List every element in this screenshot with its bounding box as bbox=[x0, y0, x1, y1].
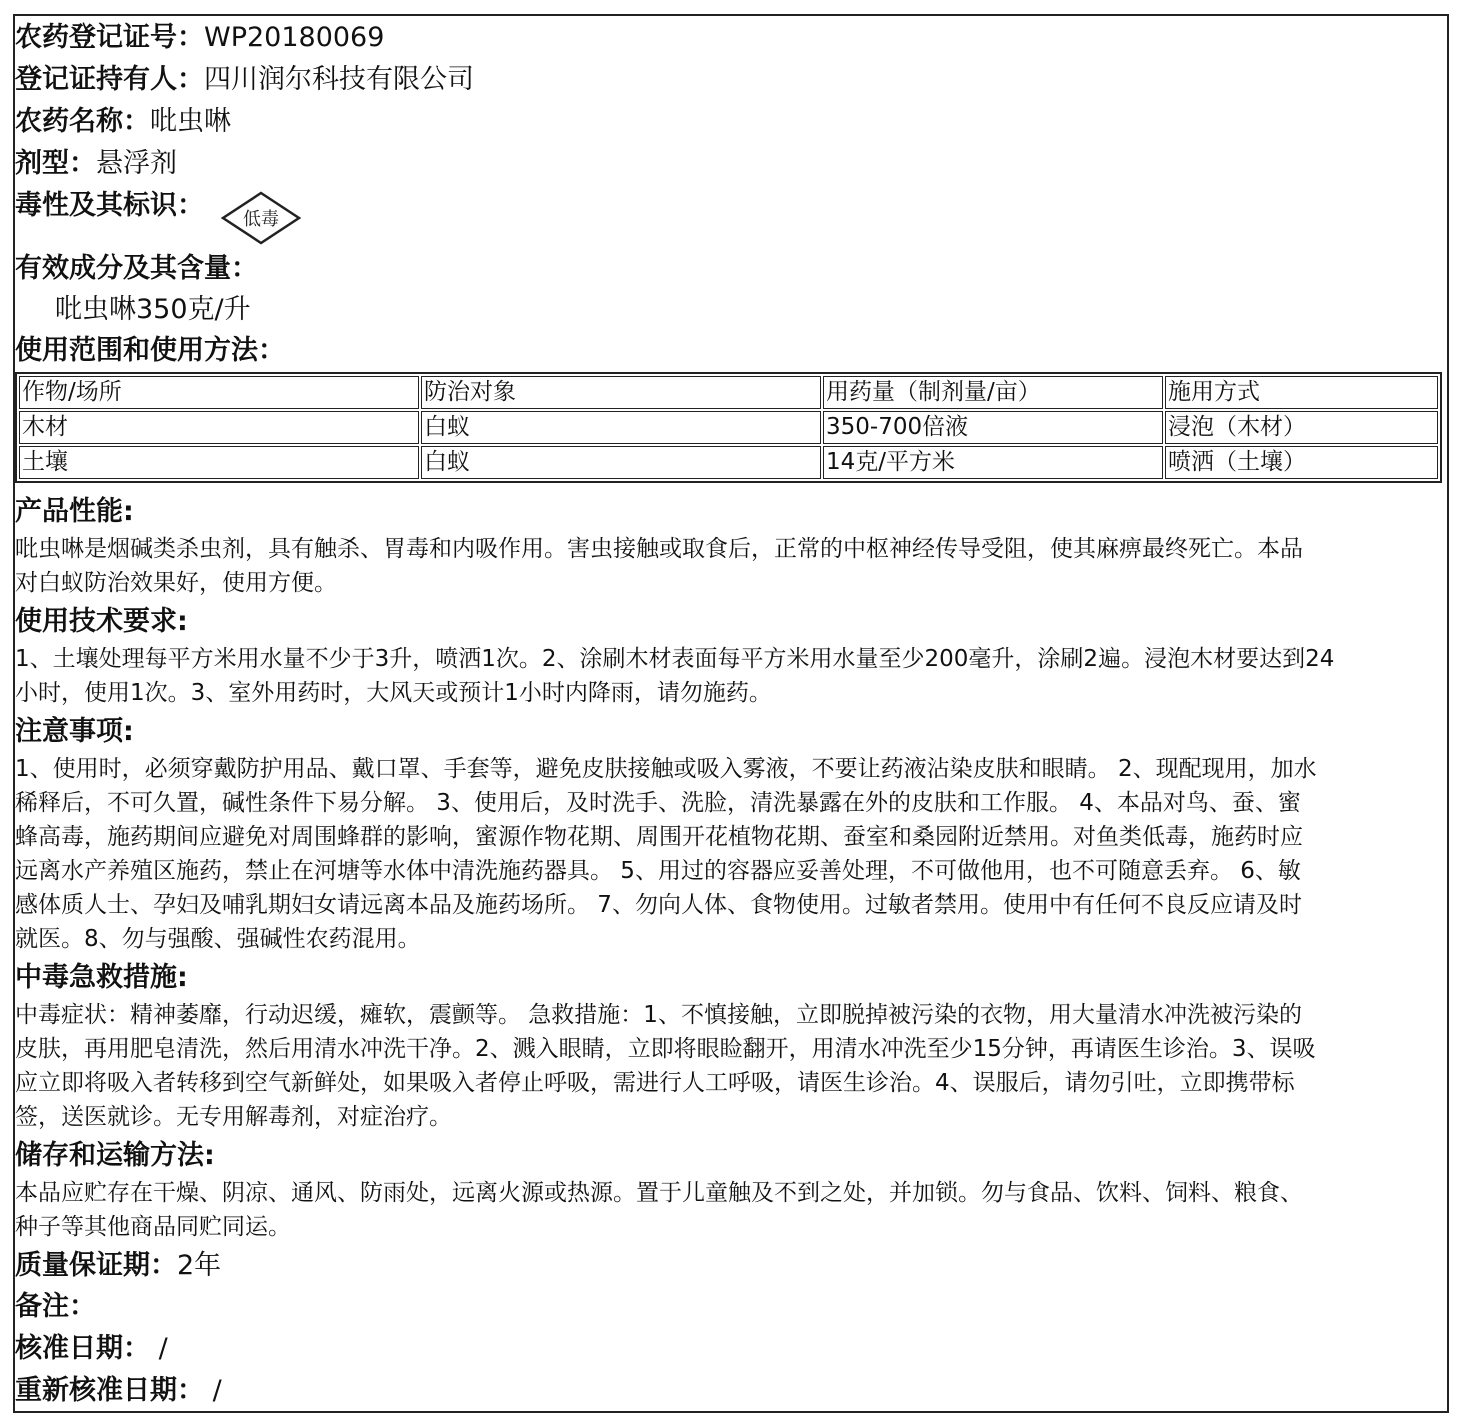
text-line: 皮肤，再用肥皂清洗，然后用清水冲洗干净。2、溅入眼睛，立即将眼睑翻开，用清水冲洗至少15分钟，再请医生诊治。3、误吸 bbox=[15, 1036, 1316, 1062]
text-line: 感体质人士、孕妇及哺乳期妇女请远离本品及施药场所。 7、勿向人体、食物使用。过敏者禁用。使用中有任何不良反应请及时 bbox=[15, 892, 1302, 918]
reapproval-date-row bbox=[15, 1373, 222, 1409]
text-line: 中毒症状：精神萎靡，行动迟缓，瘫软，震颤等。 急救措施：1、不慎接触，立即脱掉被污染的衣物，用大量清水冲洗被污染的 bbox=[15, 1002, 1302, 1028]
holder-value: 四川润尔科技有限公司 bbox=[204, 64, 474, 95]
precautions-text bbox=[15, 752, 1445, 956]
text-line: 吡虫啉是烟碱类杀虫剂，具有触杀、胃毒和内吸作用。害虫接触或取食后，正常的中枢神经传导受阻，使其麻痹最终死亡。本品 bbox=[15, 536, 1303, 562]
text-line: 远离水产养殖区施药，禁止在河塘等水体中清洗施药器具。 5、用过的容器应妥善处理，不可做他用，也不可随意丢弃。 6、敏 bbox=[15, 858, 1301, 884]
table-header-cell: 施用方式 bbox=[1165, 376, 1438, 409]
technique-title: 使用技术要求: bbox=[15, 606, 188, 637]
reapproval-date-label: 重新核准日期： bbox=[15, 1375, 204, 1406]
holder-label: 登记证持有人： bbox=[15, 64, 204, 95]
reapproval-date-value: / bbox=[204, 1375, 222, 1406]
usage-label-row bbox=[15, 333, 285, 369]
text-line: 种子等其他商品同贮同运。 bbox=[15, 1214, 291, 1240]
table-cell: 木材 bbox=[19, 411, 419, 444]
name-row bbox=[15, 104, 231, 140]
reg-no-value: WP20180069 bbox=[204, 22, 385, 53]
text-line: 1、土壤处理每平方米用水量不少于3升，喷洒1次。2、涂刷木材表面每平方米用水量至少200毫升，涂刷2遍。浸泡木材要达到24 bbox=[15, 646, 1335, 672]
first-aid-title-row bbox=[15, 960, 188, 996]
table-header-cell: 防治对象 bbox=[421, 376, 821, 409]
table-row bbox=[19, 446, 1438, 479]
text-line: 稀释后，不可久置，碱性条件下易分解。 3、使用后，及时洗手、洗脸，清洗暴露在外的皮肤和工作服。 4、本品对鸟、蚕、蜜 bbox=[15, 790, 1301, 816]
performance-text bbox=[15, 532, 1445, 600]
name-label: 农药名称： bbox=[15, 106, 150, 137]
text-line: 就医。8、勿与强酸、强碱性农药混用。 bbox=[15, 926, 421, 952]
remarks-row bbox=[15, 1289, 96, 1325]
low-toxicity-icon bbox=[220, 190, 302, 246]
toxicity-row bbox=[15, 188, 204, 224]
performance-title-row bbox=[15, 494, 134, 530]
technique-text bbox=[15, 642, 1445, 710]
holder-row bbox=[15, 62, 474, 98]
text-line: 1、使用时，必须穿戴防护用品、戴口罩、手套等，避免皮肤接触或吸入雾液，不要让药液沾染皮肤和眼睛。 2、现配现用，加水 bbox=[15, 756, 1317, 782]
form-label: 剂型： bbox=[15, 148, 96, 179]
shelf-life-row bbox=[15, 1248, 221, 1284]
technique-title-row bbox=[15, 604, 188, 640]
ingredient-label: 有效成分及其含量： bbox=[15, 253, 258, 284]
table-header-cell: 用药量（制剂量/亩） bbox=[823, 376, 1163, 409]
performance-title: 产品性能: bbox=[15, 496, 134, 527]
text-line: 蜂高毒，施药期间应避免对周围蜂群的影响，蜜源作物花期、周围开花植物花期、蚕室和桑园附近禁用。对鱼类低毒，施药时应 bbox=[15, 824, 1303, 850]
table-cell: 浸泡（木材） bbox=[1165, 411, 1438, 444]
approval-date-value: / bbox=[150, 1333, 168, 1364]
text-line: 本品应贮存在干燥、阴凉、通风、防雨处，远离火源或热源。置于儿童触及不到之处，并加锁。勿与食品、饮料、饲料、粮食、 bbox=[15, 1180, 1303, 1206]
table-cell: 喷洒（土壤） bbox=[1165, 446, 1438, 479]
text-line: 应立即将吸入者转移到空气新鲜处，如果吸入者停止呼吸，需进行人工呼吸，请医生诊治。4、误服后，请勿引吐，立即携带标 bbox=[15, 1070, 1295, 1096]
text-line: 小时，使用1次。3、室外用药时，大风天或预计1小时内降雨，请勿施药。 bbox=[15, 680, 772, 706]
storage-text bbox=[15, 1176, 1445, 1244]
shelf-life-label: 质量保证期： bbox=[15, 1250, 177, 1281]
approval-date-label: 核准日期： bbox=[15, 1333, 150, 1364]
table-cell: 14克/平方米 bbox=[823, 446, 1163, 479]
table-header-cell: 作物/场所 bbox=[19, 376, 419, 409]
name-value: 吡虫啉 bbox=[150, 106, 231, 137]
precautions-title: 注意事项: bbox=[15, 716, 134, 747]
ingredient-label-row bbox=[15, 251, 258, 287]
precautions-title-row bbox=[15, 714, 134, 750]
usage-label: 使用范围和使用方法： bbox=[15, 335, 285, 366]
table-header-row bbox=[19, 376, 1438, 409]
first-aid-title: 中毒急救措施: bbox=[15, 962, 188, 993]
table-cell: 土壤 bbox=[19, 446, 419, 479]
ingredient-value: 吡虫啉350克/升 bbox=[55, 294, 251, 325]
first-aid-text bbox=[15, 998, 1445, 1134]
table-cell: 白蚁 bbox=[421, 446, 821, 479]
shelf-life-value: 2年 bbox=[177, 1250, 222, 1281]
table-cell: 白蚁 bbox=[421, 411, 821, 444]
text-line: 签，送医就诊。无专用解毒剂，对症治疗。 bbox=[15, 1104, 452, 1130]
form-row bbox=[15, 146, 177, 182]
text-line: 对白蚁防治效果好，使用方便。 bbox=[15, 570, 337, 596]
reg-no-row bbox=[15, 20, 384, 56]
approval-date-row bbox=[15, 1331, 168, 1367]
table-cell: 350-700倍液 bbox=[823, 411, 1163, 444]
storage-title-row bbox=[15, 1138, 215, 1174]
storage-title: 储存和运输方法: bbox=[15, 1140, 215, 1171]
toxicity-badge-text: 低毒 bbox=[243, 209, 279, 230]
reg-no-label: 农药登记证号： bbox=[15, 22, 204, 53]
form-value: 悬浮剂 bbox=[96, 148, 177, 179]
remarks-label: 备注： bbox=[15, 1291, 96, 1322]
table-row bbox=[19, 411, 1438, 444]
usage-table bbox=[15, 372, 1442, 483]
toxicity-label: 毒性及其标识： bbox=[15, 190, 204, 221]
